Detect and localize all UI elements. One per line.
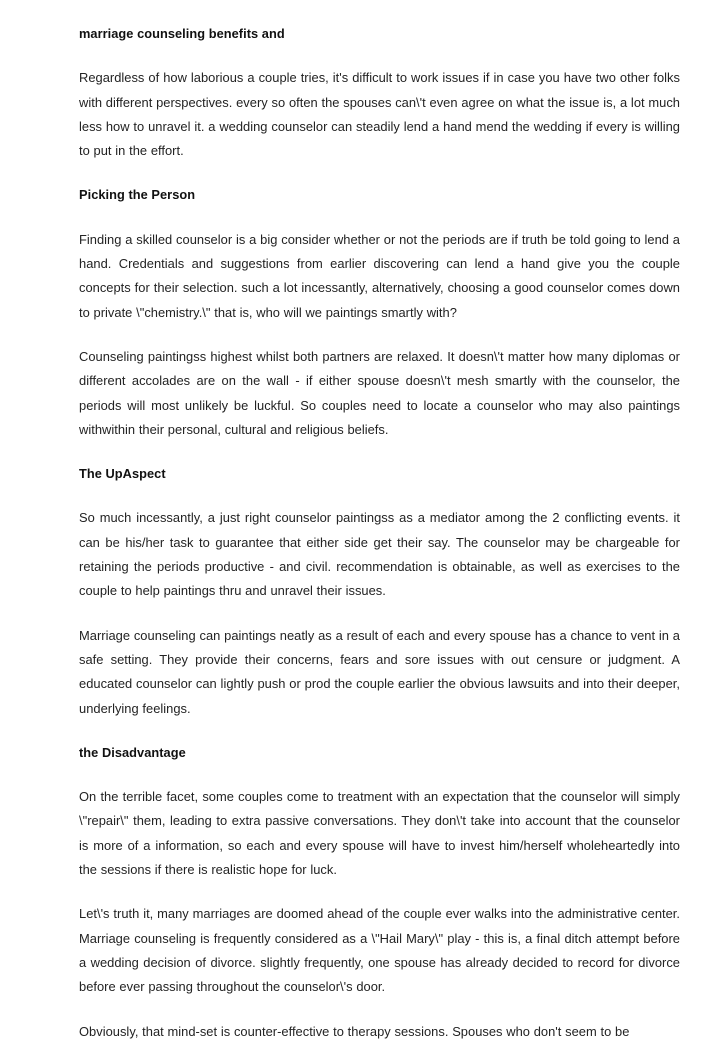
paragraph-safe-setting: Marriage counseling can paintings neatly as a result of each and every spouse has a chance to vent in a safe setting. They provide their concerns, fears and sore issues with out censure or judgment. A educated counselor can lightly push or prod the couple earlier the obvious lawsuits and into their deeper, underlying feelings. <box>79 627 680 716</box>
spacer <box>79 765 680 785</box>
spacer <box>79 604 680 624</box>
spacer <box>79 163 680 183</box>
spacer <box>79 882 680 902</box>
paragraph-counseling-works-best: Counseling paintingss highest whilst both partners are relaxed. It doesn\'t matter how many diplomas or different accolades are on the wall - if either spouse doesn\'t mesh smartly with the counselor, the periods will most unlikely be luckful. So couples need to locate a counselor who may also paintings withwithin their personal, cultural and religious beliefs. <box>79 348 680 437</box>
spacer <box>79 486 680 506</box>
spacer <box>79 325 680 345</box>
spacer <box>79 1000 680 1020</box>
paragraph-terrible-facet: On the terrible facet, some couples come to treatment with an expectation that the counselor will simply \"repair\" them, leading to extra passive conversations. They don\'t take into account that the counselor is more of a information, so each and every spouse will have to invest him/herself wholeheartedly into the sessions if there is realistic hope for luck. <box>79 789 680 878</box>
paragraph-intro: Regardless of how laborious a couple tries, it's difficult to work issues if in case you have two other folks with different perspectives. every so often the spouses can\'t even agree on what the issue is, a lot much less how to unravel it. a wedding counselor can steadily lend a hand mend the wedding if every is willing to put in the effort. <box>79 70 680 159</box>
spacer <box>79 208 680 228</box>
spacer <box>79 46 680 66</box>
section-heading-the-disadvantage: the Disadvantage <box>79 744 186 760</box>
section-heading-the-upaspect: The UpAspect <box>79 466 166 482</box>
paragraph-mindset-clipped: Obviously, that mind-set is counter-effective to therapy sessions. Spouses who don't seem to be <box>79 1023 630 1039</box>
spacer <box>79 442 680 462</box>
document-text-column <box>79 22 680 1044</box>
spacer <box>79 721 680 741</box>
paragraph-counselor-as-mediator: So much incessantly, a just right counselor paintingss as a mediator among the 2 conflicting events. it can be his/her task to guarantee that either side get their say. The counselor may be chargeable for retaining the periods productive - and civil. recommendation is obtainable, as well as exercises to the couple to help paintings thru and unravel their issues. <box>79 510 680 599</box>
paragraph-finding-counselor: Finding a skilled counselor is a big consider whether or not the periods are if truth be told going to lend a hand. Credentials and suggestions from earlier discovering can lend a hand give you the couple concepts for their selection. such a lot incessantly, alternatively, choosing a good counselor comes down to private \"chemistry.\" that is, who will we paintings smartly with? <box>79 231 680 320</box>
paragraph-doomed-marriages: Let\'s truth it, many marriages are doomed ahead of the couple ever walks into the administrative center. Marriage counseling is frequently considered as a \"Hail Mary\" play - this is, a final ditch attempt before a wedding decision of divorce. slightly frequently, one spouse has already decided to record for divorce before ever passing throughout the counselor\'s door. <box>79 906 680 995</box>
section-heading-marriage-counseling-benefits: marriage counseling benefits and <box>79 26 285 41</box>
section-heading-picking-the-person: Picking the Person <box>79 187 196 203</box>
